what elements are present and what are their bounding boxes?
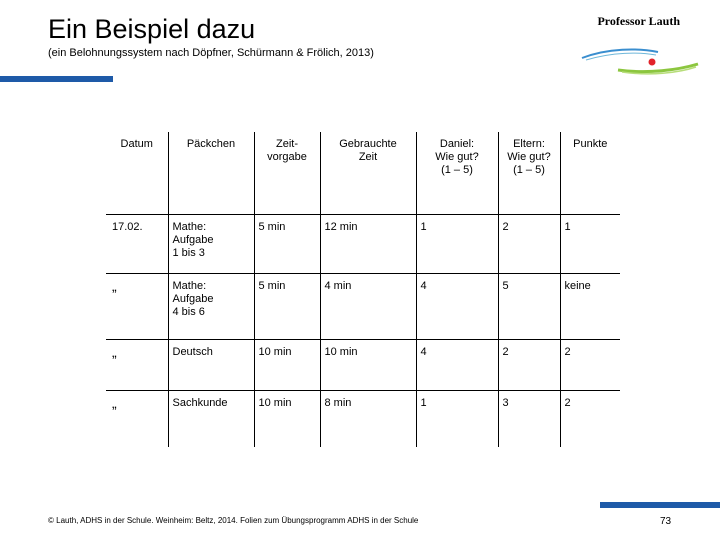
cell-eltern: 3 (498, 391, 560, 448)
header-punkte: Punkte (560, 132, 620, 215)
header-gebrauchte-zeit: Gebrauchte Zeit (320, 132, 416, 215)
table-row (106, 274, 620, 340)
header-daniel: Daniel: Wie gut? (1 – 5) (416, 132, 498, 215)
title-accent-bar (0, 76, 113, 82)
reward-plan-table (106, 132, 620, 447)
cell-daniel: 1 (416, 391, 498, 448)
table-header-row (106, 132, 620, 215)
table-row (106, 391, 620, 448)
cell-punkte: 2 (560, 391, 620, 448)
cell-zeitvorgabe: 5 min (254, 274, 320, 340)
cell-datum: „ (106, 340, 168, 391)
cell-daniel: 1 (416, 215, 498, 274)
cell-paeckchen: Sachkunde (168, 391, 254, 448)
cell-punkte: 2 (560, 340, 620, 391)
slide-subtitle: (ein Belohnungssystem nach Döpfner, Schürmann & Frölich, 2013) (48, 47, 374, 59)
table-row (106, 340, 620, 391)
cell-zeitvorgabe: 10 min (254, 391, 320, 448)
page-number: 73 (660, 516, 672, 527)
footer-citation: © Lauth, ADHS in der Schule. Weinheim: Beltz, 2014. Folien zum Übungsprogramm ADHS in der Schule (48, 516, 419, 525)
cell-paeckchen: Mathe: Aufgabe 1 bis 3 (168, 215, 254, 274)
cell-gebrauchte-zeit: 8 min (320, 391, 416, 448)
cell-punkte: keine (560, 274, 620, 340)
cell-gebrauchte-zeit: 4 min (320, 274, 416, 340)
cell-datum: 17.02. (106, 215, 168, 274)
cell-eltern: 2 (498, 340, 560, 391)
cell-paeckchen: Mathe: Aufgabe 4 bis 6 (168, 274, 254, 340)
footer-accent-bar (600, 502, 720, 508)
table-row (106, 215, 620, 274)
header-paeckchen: Päckchen (168, 132, 254, 215)
cell-daniel: 4 (416, 274, 498, 340)
cell-datum: „ (106, 274, 168, 340)
cell-zeitvorgabe: 5 min (254, 215, 320, 274)
cell-gebrauchte-zeit: 10 min (320, 340, 416, 391)
cell-punkte: 1 (560, 215, 620, 274)
header-eltern: Eltern: Wie gut? (1 – 5) (498, 132, 560, 215)
logo-swoosh-icon (578, 38, 702, 78)
cell-eltern: 2 (498, 215, 560, 274)
logo-red-dot (649, 59, 656, 66)
cell-datum: „ (106, 391, 168, 448)
slide-title: Ein Beispiel dazu (48, 14, 256, 44)
cell-daniel: 4 (416, 340, 498, 391)
cell-eltern: 5 (498, 274, 560, 340)
author-name: Professor Lauth (597, 14, 680, 28)
cell-gebrauchte-zeit: 12 min (320, 215, 416, 274)
header-zeitvorgabe: Zeit- vorgabe (254, 132, 320, 215)
cell-paeckchen: Deutsch (168, 340, 254, 391)
cell-zeitvorgabe: 10 min (254, 340, 320, 391)
header-datum: Datum (120, 138, 153, 150)
